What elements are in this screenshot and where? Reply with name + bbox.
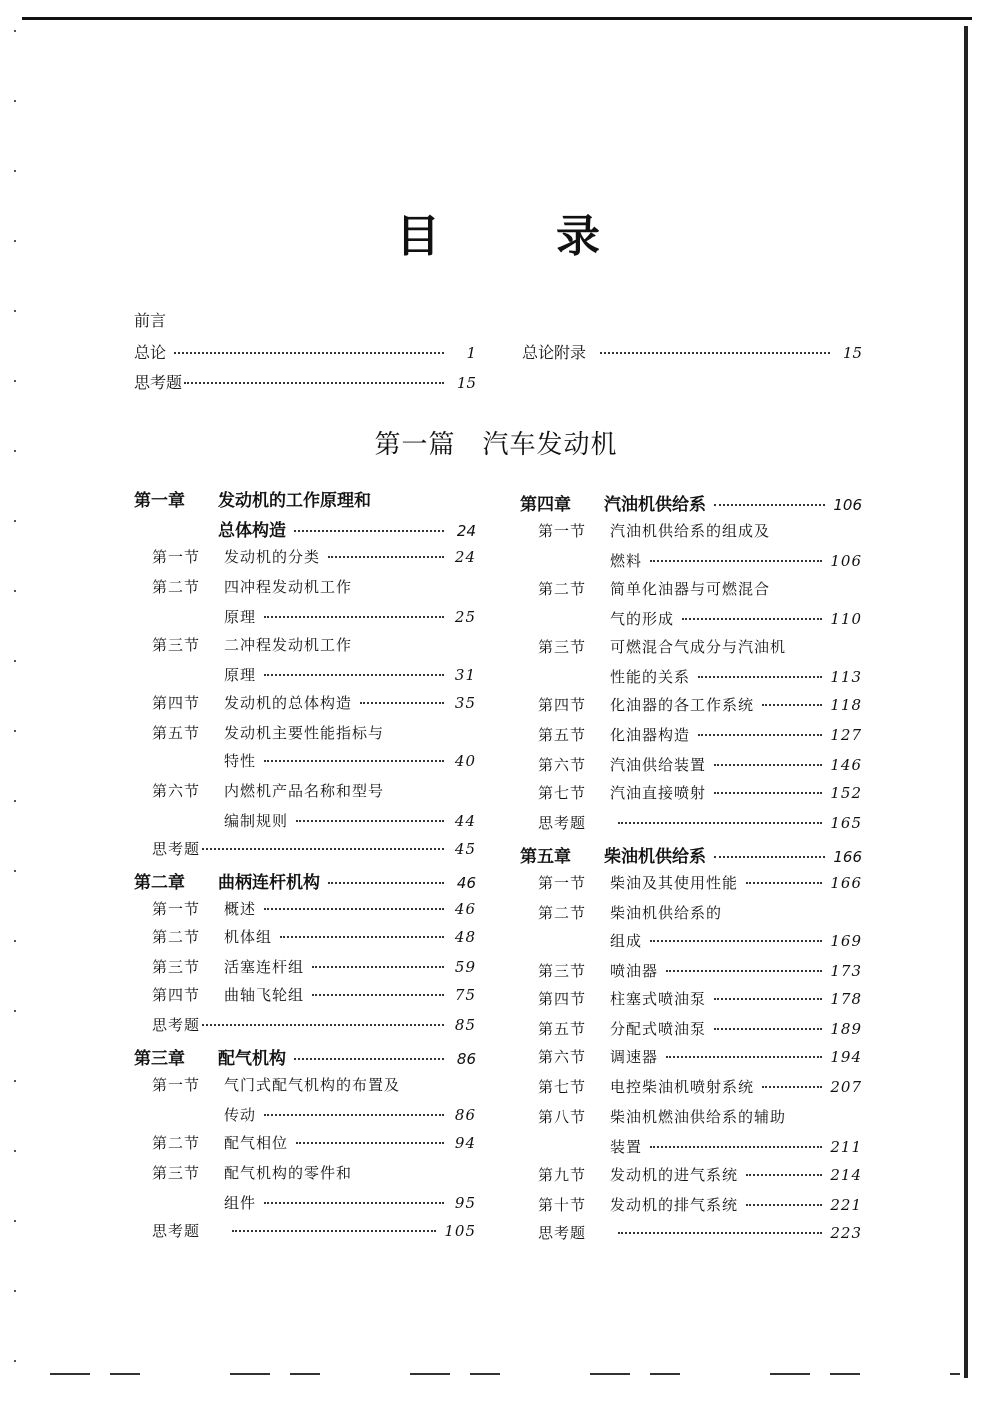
section-title: 气门式配气机构的布置及 [224,1076,401,1094]
chapter-title-cont: 总体构造 [218,521,286,541]
dot-leader [650,940,822,942]
toc-chapter-3[interactable] [134,1044,476,1069]
review-label: 思考题 [152,1222,201,1240]
toc-chapter-4[interactable] [520,490,862,515]
toc-section-cont[interactable] [224,1192,476,1214]
dot-leader [184,382,444,384]
section-title-cont: 组件 [224,1194,257,1212]
page-number: 105 [444,1222,476,1240]
section-title: 发动机的排气系统 [610,1196,739,1214]
section-title: 汽油机供给系的组成及 [610,522,771,540]
toc-section[interactable] [152,634,352,656]
page-number: 152 [830,784,862,802]
dot-leader [264,674,444,676]
toc-section-cont[interactable] [224,810,476,832]
toc-section[interactable] [538,1018,862,1040]
toc-section[interactable] [538,636,786,658]
page-number: 166 [833,848,862,866]
chapter-label: 第一章 [134,491,185,511]
toc-section[interactable] [152,898,476,920]
toc-section[interactable] [152,1162,352,1184]
toc-section[interactable] [538,960,862,982]
page-number: 86 [454,1106,476,1124]
page-number: 173 [830,962,862,980]
section-label: 第十节 [538,1196,587,1214]
page-edge-bottom [50,1373,960,1375]
title-char-2: 录 [556,211,600,262]
toc-section[interactable] [538,988,862,1010]
page-number: 59 [454,958,476,976]
page-number: 31 [454,666,476,684]
dot-leader [280,936,444,938]
section-title: 调速器 [610,1048,659,1066]
toc-section[interactable] [152,722,384,744]
page-number: 24 [454,548,476,566]
section-title-cont: 组成 [610,932,643,950]
dot-leader [650,1146,822,1148]
section-title: 柴油机燃油供给系的辅助 [610,1108,787,1126]
dot-leader [746,1174,822,1176]
toc-section-cont[interactable] [610,666,862,688]
section-title: 活塞连杆组 [224,958,305,976]
page-number: 189 [830,1020,862,1038]
page-number: 169 [830,932,862,950]
page-number: 166 [830,874,862,892]
page-number: 45 [454,840,476,858]
page-number: 178 [830,990,862,1008]
review-label: 思考题 [538,1224,587,1242]
section-label: 第三节 [538,638,587,656]
toc-chapter-2[interactable] [134,868,476,893]
toc-section[interactable] [152,984,476,1006]
review-label: 思考题 [152,1016,201,1034]
dot-leader [714,856,825,858]
toc-section[interactable] [152,1132,476,1154]
dot-leader [264,1114,444,1116]
dot-leader [264,616,444,618]
dot-leader [328,556,444,558]
section-title: 化油器的各工作系统 [610,696,755,714]
page-number: 127 [830,726,862,744]
toc-section[interactable] [538,782,862,804]
toc-review[interactable] [152,1220,476,1242]
toc-section[interactable] [538,754,862,776]
toc-section-cont[interactable] [224,750,476,772]
section-title: 内燃机产品名称和型号 [224,782,385,800]
toc-review[interactable] [152,1014,476,1036]
section-label: 第一节 [538,522,587,540]
page-number: 15 [456,374,476,392]
toc-section[interactable] [538,1164,862,1186]
section-title: 喷油器 [610,962,659,980]
page-title [0,200,992,260]
toc-review[interactable] [538,812,862,834]
toc-section-cont[interactable] [224,664,476,686]
chapter-label: 第二章 [134,873,185,893]
toc-section[interactable] [152,1074,400,1096]
section-title-cont: 传动 [224,1106,257,1124]
page-edge-top [22,17,972,20]
toc-section[interactable] [152,546,476,568]
page-number: 24 [456,522,476,540]
toc-review[interactable] [152,838,476,860]
section-title-cont: 编制规则 [224,812,289,830]
dot-leader [762,1086,822,1088]
page-number: 165 [830,814,862,832]
section-title-cont: 气的形成 [610,610,675,628]
section-title: 可燃混合气成分与汽油机 [610,638,787,656]
section-label: 第一节 [152,900,201,918]
section-title: 配气机构的零件和 [224,1164,353,1182]
toc-review[interactable] [538,1222,862,1244]
section-label: 第六节 [152,782,201,800]
dot-leader [698,734,822,736]
section-label: 第八节 [538,1108,587,1126]
dot-leader [714,792,822,794]
section-label: 第二节 [538,580,587,598]
toc-entry-intro-review[interactable] [134,370,476,392]
section-label: 第三节 [152,958,201,976]
dot-leader [600,352,830,354]
section-title: 发动机的进气系统 [610,1166,739,1184]
section-label: 第四节 [152,986,201,1004]
section-label: 第九节 [538,1166,587,1184]
toc-section-cont[interactable] [224,606,476,628]
dot-leader [264,760,444,762]
page-number: 44 [454,812,476,830]
section-title: 四冲程发动机工作 [224,578,353,596]
dot-leader [698,676,822,678]
section-label: 第七节 [538,1078,587,1096]
dot-leader [202,1024,444,1026]
toc-entry-preface[interactable] [134,308,166,330]
entry-title: 总论 [134,343,167,362]
toc-entry-intro[interactable] [134,340,476,362]
page-number: 207 [830,1078,862,1096]
section-title-cont: 装置 [610,1138,643,1156]
toc-chapter-1[interactable] [134,486,371,511]
dot-leader [264,1202,444,1204]
section-title-cont: 原理 [224,666,257,684]
page-number: 75 [454,986,476,1004]
section-title: 分配式喷油泵 [610,1020,707,1038]
dot-leader [174,352,444,354]
dot-leader [328,882,444,884]
toc-section[interactable] [538,1194,862,1216]
section-label: 第三节 [152,636,201,654]
section-label: 第二节 [538,904,587,922]
section-title-cont: 燃料 [610,552,643,570]
page-number: 86 [456,1050,476,1068]
dot-leader [294,530,444,532]
page-number: 95 [454,1194,476,1212]
page-number: 35 [454,694,476,712]
dot-leader [360,702,444,704]
dot-leader [294,1058,444,1060]
review-label: 思考题 [538,814,587,832]
entry-title: 前言 [134,311,167,330]
section-title: 发动机的分类 [224,548,321,566]
toc-section[interactable] [152,956,476,978]
dot-leader [762,704,822,706]
toc-section[interactable] [152,780,384,802]
section-label: 第四节 [538,696,587,714]
page-number: 221 [830,1196,862,1214]
section-title-cont: 特性 [224,752,257,770]
section-label: 第六节 [538,1048,587,1066]
section-title: 汽油供给装置 [610,756,707,774]
entry-title: 思考题 [134,373,183,392]
section-label: 第二节 [152,928,201,946]
section-label: 第三节 [152,1164,201,1182]
chapter-title: 汽油机供给系 [604,495,706,515]
section-title: 配气相位 [224,1134,289,1152]
review-label: 思考题 [152,840,201,858]
section-label: 第七节 [538,784,587,802]
page-number: 113 [830,668,862,686]
toc-section[interactable] [538,724,862,746]
page-number: 211 [830,1138,862,1156]
section-title: 二冲程发动机工作 [224,636,353,654]
dot-leader [666,1056,822,1058]
toc-chapter-1-cont[interactable] [218,516,476,541]
part-title: 第一篇 汽车发动机 [374,430,618,460]
page-number: 106 [830,552,862,570]
section-label: 第四节 [152,694,201,712]
toc-section[interactable] [538,902,722,924]
page-number: 46 [456,874,476,892]
section-title: 柴油及其使用性能 [610,874,739,892]
toc-section[interactable] [152,692,476,714]
toc-section-cont[interactable] [224,1104,476,1126]
dot-leader [618,1232,822,1234]
section-label: 第四节 [538,990,587,1008]
chapter-title: 曲柄连杆机构 [218,873,320,893]
chapter-title: 发动机的工作原理和 [218,491,371,511]
page-number: 194 [830,1048,862,1066]
dot-leader [312,994,444,996]
section-title: 柱塞式喷油泵 [610,990,707,1008]
toc-section[interactable] [538,1076,862,1098]
toc-section[interactable] [538,872,862,894]
dot-leader [312,966,444,968]
section-title-cont: 性能的关系 [610,668,691,686]
section-title: 概述 [224,900,257,918]
dot-leader [714,504,825,506]
dot-leader [264,908,444,910]
page-number: 1 [466,344,476,362]
title-char-1: 目 [396,211,440,262]
toc-section[interactable] [152,576,352,598]
section-title: 发动机主要性能指标与 [224,724,385,742]
chapter-label: 第三章 [134,1049,185,1069]
toc-section[interactable] [538,694,862,716]
dot-leader [296,1142,444,1144]
page-number: 25 [454,608,476,626]
dot-leader [682,618,822,620]
page-number: 48 [454,928,476,946]
section-label: 第二节 [152,1134,201,1152]
toc-chapter-5[interactable] [520,842,862,867]
page-number: 106 [833,496,862,514]
section-label: 第一节 [152,548,201,566]
toc-section[interactable] [538,520,770,542]
toc-section[interactable] [538,578,770,600]
section-title: 机体组 [224,928,273,946]
toc-entry-intro-appendix[interactable] [522,340,862,362]
chapter-title: 柴油机供给系 [604,847,706,867]
section-title: 柴油机供给系的 [610,904,723,922]
page-number: 40 [454,752,476,770]
toc-section-cont[interactable] [610,1136,862,1158]
chapter-label: 第五章 [520,847,571,867]
toc-section[interactable] [538,1046,862,1068]
entry-title: 总论附录 [522,343,587,362]
page-number: 223 [830,1224,862,1242]
page-number: 46 [454,900,476,918]
section-label: 第一节 [152,1076,201,1094]
section-label: 第五节 [538,1020,587,1038]
section-title: 曲轴飞轮组 [224,986,305,1004]
section-label: 第六节 [538,756,587,774]
dot-leader [714,998,822,1000]
chapter-label: 第四章 [520,495,571,515]
dot-leader [666,970,822,972]
dot-leader [714,764,822,766]
page-number: 85 [454,1016,476,1034]
dot-leader [618,822,822,824]
chapter-title: 配气机构 [218,1049,286,1069]
section-title: 电控柴油机喷射系统 [610,1078,755,1096]
section-title-cont: 原理 [224,608,257,626]
section-label: 第五节 [152,724,201,742]
page-number: 94 [454,1134,476,1152]
section-label: 第五节 [538,726,587,744]
dot-leader [714,1028,822,1030]
page-number: 15 [842,344,862,362]
section-label: 第三节 [538,962,587,980]
toc-section-cont[interactable] [610,608,862,630]
section-title: 简单化油器与可燃混合 [610,580,771,598]
dot-leader [746,1204,822,1206]
toc-section[interactable] [152,926,476,948]
section-title: 汽油直接喷射 [610,784,707,802]
toc-section-cont[interactable] [610,930,862,952]
section-label: 第二节 [152,578,201,596]
section-title: 发动机的总体构造 [224,694,353,712]
section-title: 化油器构造 [610,726,691,744]
dot-leader [650,560,822,562]
dot-leader [232,1230,436,1232]
dot-leader [296,820,444,822]
toc-section[interactable] [538,1106,786,1128]
page-number: 118 [830,696,862,714]
page-number: 110 [830,610,862,628]
section-label: 第一节 [538,874,587,892]
page-number: 146 [830,756,862,774]
toc-section-cont[interactable] [610,550,862,572]
dot-leader [202,848,444,850]
dot-leader [746,882,822,884]
page-number: 214 [830,1166,862,1184]
